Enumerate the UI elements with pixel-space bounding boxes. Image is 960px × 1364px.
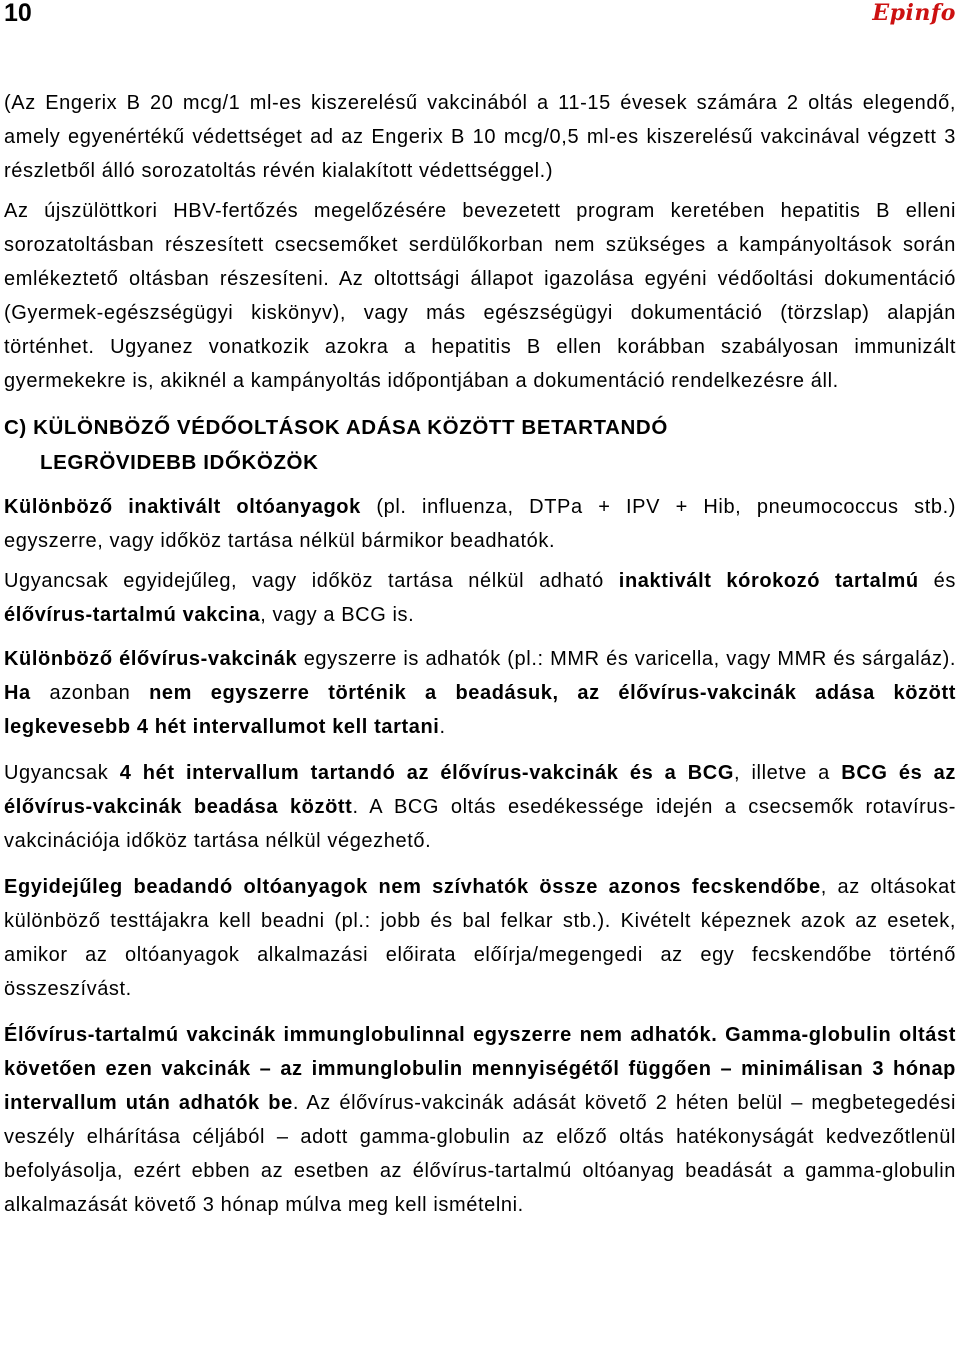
bold-phrase: Különböző inaktivált oltóanyagok — [4, 496, 361, 518]
bold-phrase: nem egyszerre történik a beadásuk, az élővírus-vakcinák adása között legkevesebb 4 hét intervallumot kell tartani — [4, 682, 956, 738]
paragraph-bcg-interval — [4, 756, 956, 858]
text-span: és — [918, 570, 956, 592]
paragraph-live-vaccines — [4, 642, 956, 744]
bold-phrase: élővírus-tartalmú vakcina — [4, 604, 261, 626]
paragraph-immunoglobulin — [4, 1018, 956, 1222]
text-span: . — [439, 716, 446, 738]
paragraph-simultaneous-live-inactivated — [4, 564, 956, 632]
text-span: . A BCG oltás esedékessége idején a csecsemők rotavírus-vakcinációja időköz tartása nélkül végezhető. — [4, 796, 956, 852]
text-span: Ugyancsak — [4, 762, 120, 784]
section-heading-line2: LEGRÖVIDEBB IDŐKÖZÖK — [40, 451, 319, 474]
bold-phrase: 4 hét intervallum tartandó az élővírus-vakcinák és a BCG — [119, 762, 734, 784]
text-span: egyszerre is adhatók (pl.: MMR és varicella, vagy MMR és sárgaláz). — [297, 648, 956, 670]
brand-logo: Epinfo — [872, 0, 956, 26]
text-span: , illetve a — [733, 762, 842, 784]
text-span: , az oltásokat különböző testtájakra kell beadni (pl.: jobb és bal felkar stb.). Kivételt képeznek azok az esetek, amikor az oltóanyagok alkalmazási előirata előírja/megengedi az egy fecskendőbe történő összeszívást. — [4, 876, 956, 1000]
document-body — [4, 86, 956, 1222]
bold-phrase: Egyidejűleg beadandó oltóanyagok nem szívhatók össze azonos fecskendőbe — [4, 876, 821, 898]
bold-phrase: BCG és az élővírus-vakcinák beadása között — [4, 762, 957, 818]
paragraph-inactivated-vaccines — [4, 490, 956, 558]
bold-phrase: inaktivált kórokozó tartalmú — [618, 570, 919, 592]
bold-phrase: Különböző élővírus-vakcinák — [4, 648, 298, 670]
text-span: , vagy a BCG is. — [260, 604, 415, 626]
text-span: (pl. influenza, DTPa + IPV + Hib, pneumococcus stb.) egyszerre, vagy időköz tartása nélkül bármikor beadhatók. — [4, 496, 956, 552]
paragraph-hbv-program: Az újszülöttkori HBV-fertőzés megelőzésére bevezetett program keretében hepatitis B elleni sorozatoltásban részesített csecsemőket serdülőkorban nem szükséges a kampányoltások során emlékeztető oltásban részesíteni. Az oltottsági állapot igazolása egyéni védőoltási dokumentáció (Gyermek-egészségügyi kiskönyv), vagy más egészségügyi dokumentáció (törzslap) alapján történhet. Ugyanez vonatkozik azokra a hepatitis B ellen korábban szabályosan immunizált gyermekekre is, akiknél a kampányoltás időpontjában a dokumentáció rendelkezésre áll. — [4, 200, 956, 392]
paragraph-engerix-note: (Az Engerix B 20 mcg/1 ml-es kiszerelésű vakcinából a 11-15 évesek számára 2 oltás elegendő, amely egyenértékű védettséget ad az Engerix B 10 mcg/0,5 ml-es kiszerelésű vakcinával végzett 3 részletből álló sorozatoltás révén kialakított védettséggel.) — [4, 92, 956, 182]
text-span: Ugyancsak egyidejűleg, vagy időköz tartása nélkül adható — [4, 570, 619, 592]
text-span: . Az élővírus-vakcinák adását követő 2 héten belül – megbetegedési veszély elhárítása céljából – adott gamma-globulin az előző oltás hatékonyságát kedvezőtlenül befolyásolja, ezért ebben az esetben az élővírus-tartalmú oltóanyag beadását a gamma-globulin alkalmazását követő 3 hónap múlva meg kell ismételni. — [4, 1092, 956, 1216]
text-span: azonban — [30, 682, 150, 704]
section-heading-line1: C) KÜLÖNBÖZŐ VÉDŐOLTÁSOK ADÁSA KÖZÖTT BETARTANDÓ — [4, 416, 668, 439]
bold-phrase: Ha — [4, 682, 31, 704]
page-number: 10 — [4, 0, 32, 27]
bold-phrase: Élővírus-tartalmú vakcinák immunglobulinnal egyszerre nem adhatók. Gamma-globulin oltást követően ezen vakcinák – az immunglobulin mennyiségétől függően – minimálisan 3 hónap intervallum után adhatók be — [4, 1024, 956, 1114]
paragraph-syringe-mixing — [4, 870, 956, 1006]
section-heading — [4, 410, 956, 480]
